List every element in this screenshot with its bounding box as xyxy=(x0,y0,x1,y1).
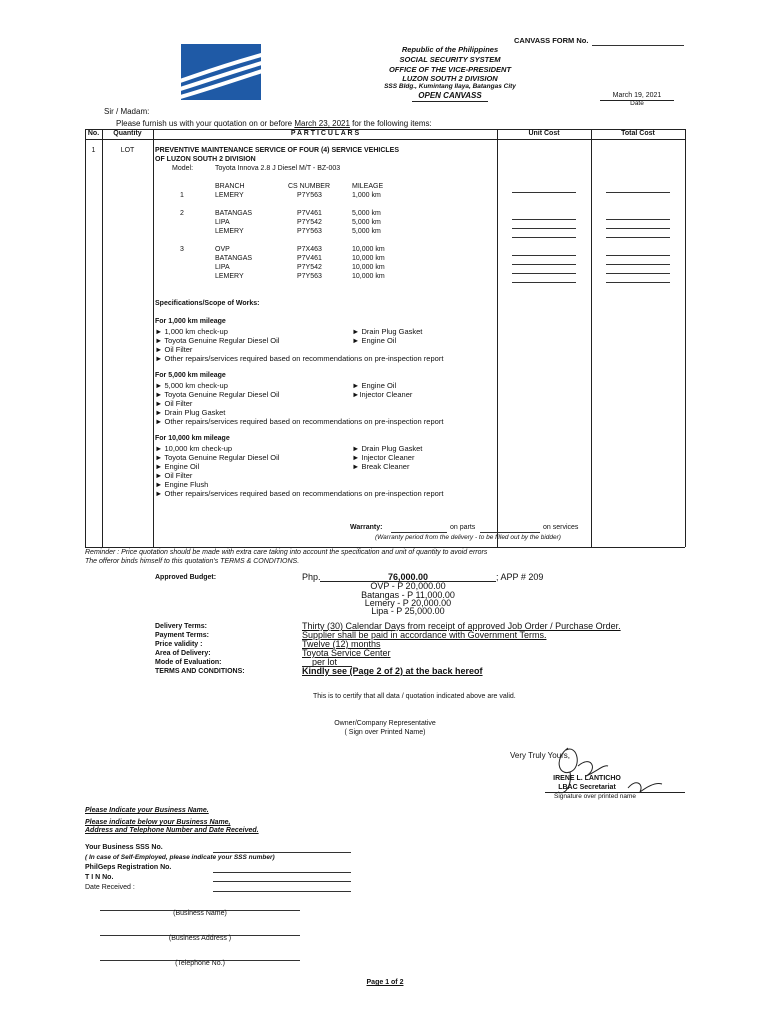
spec-item: ► Oil Filter xyxy=(155,345,193,354)
spec-item: ► 10,000 km check-up xyxy=(155,444,233,453)
model-value: Toyota Innova 2.8 J Diesel M/T - BZ-003 xyxy=(215,165,341,172)
cs-cell: P7Y563 xyxy=(297,273,322,280)
payment-terms-value: Supplier shall be paid in accordance with Government Terms. xyxy=(302,630,547,640)
header-total-cost: Total Cost xyxy=(621,130,655,137)
spec-item: ► Oil Filter xyxy=(155,471,193,480)
row-qty: LOT xyxy=(120,147,135,154)
warranty-label: Warranty: xyxy=(350,524,383,531)
salutation: Sir / Madam: xyxy=(104,107,150,116)
spec-item: ► Toyota Genuine Regular Diesel Oil xyxy=(155,336,280,345)
branch-cell: LEMERY xyxy=(215,192,244,199)
branch-cell: OVP xyxy=(215,246,230,253)
budget-breakdown: OVP - P 20,000.00 xyxy=(370,581,446,591)
reminder-line-1: Reminder : Price quotation should be made with extra care taking into account the specification and unit of quantity to avoid errors xyxy=(85,549,488,556)
mileage-cell: 10,000 km xyxy=(352,246,385,253)
spec-item: ► Oil Filter xyxy=(155,399,193,408)
cs-cell: P7X463 xyxy=(297,246,322,253)
cs-cell: P7Y542 xyxy=(297,264,322,271)
tin-field[interactable] xyxy=(213,881,351,882)
sss-logo xyxy=(181,44,261,100)
spec-item: ► Engine Flush xyxy=(155,480,209,489)
spec-item: ► Engine Oil xyxy=(352,381,397,390)
deadline-date: March 23, 2021 xyxy=(294,119,350,128)
owner-sub: ( Sign over Printed Name) xyxy=(344,729,426,736)
spec-item: ► Break Cleaner xyxy=(352,462,410,471)
sss-note: ( In case of Self-Employed, please indicate your SSS number) xyxy=(85,854,275,861)
model-label: Model: xyxy=(172,165,194,172)
date-value: March 19, 2021 xyxy=(612,92,662,99)
spec-item: ► Drain Plug Gasket xyxy=(352,327,423,336)
spec-10000-title: For 10,000 km mileage xyxy=(155,435,230,442)
mileage-cell: 5,000 km xyxy=(352,210,381,217)
spec-item: ► Other repairs/services required based on recommendations on pre-inspection report xyxy=(155,354,444,363)
office-line: OFFICE OF THE VICE-PRESIDENT xyxy=(388,65,512,74)
spec-item: ► Engine Oil xyxy=(155,462,200,471)
cs-cell: P7V461 xyxy=(297,210,322,217)
group-2-num: 2 xyxy=(180,210,184,217)
instruction-prefix: Please furnish us with your quotation on or before xyxy=(116,119,293,128)
telephone-label: (Telephone No.) xyxy=(175,960,225,967)
division-line: LUZON SOUTH 2 DIVISION xyxy=(402,74,498,83)
branch-cell: LEMERY xyxy=(215,273,244,280)
date-received-label: Date Received : xyxy=(85,884,135,891)
signatory-name: IRENE L. LANTICHO xyxy=(553,775,621,782)
budget-breakdown: Lemery - P 20,000.00 xyxy=(364,598,452,608)
indicate-below-2: Address and Telephone Number and Date Received. xyxy=(85,827,259,834)
spec-item: ► Other repairs/services required based on recommendations on pre-inspection report xyxy=(155,489,444,498)
date-label: Date xyxy=(630,100,644,107)
spec-item: ►Injector Cleaner xyxy=(352,390,413,399)
address-line: SSS Bldg., Kumintang Ilaya, Batangas City xyxy=(384,83,516,90)
signatory-title: LBAC Secretariat xyxy=(558,784,616,791)
mileage-cell: 10,000 km xyxy=(352,264,385,271)
spec-item: ► Drain Plug Gasket xyxy=(155,408,226,417)
sss-label: Your Business SSS No. xyxy=(85,844,163,851)
item-title-2: OF LUZON SOUTH 2 DIVISION xyxy=(155,156,256,163)
area-of-delivery-label: Area of Delivery: xyxy=(155,650,211,657)
mileage-cell: 10,000 km xyxy=(352,255,385,262)
canvass-form-label: CANVASS FORM No. xyxy=(514,36,589,45)
branch-cell: LIPA xyxy=(215,264,230,271)
spec-1000-title: For 1,000 km mileage xyxy=(155,318,226,325)
branch-cell: LIPA xyxy=(215,219,230,226)
open-canvass-title: OPEN CANVASS xyxy=(418,91,482,100)
payment-terms-label: Payment Terms: xyxy=(155,632,209,639)
terms-conditions-value: Kindly see (Page 2 of 2) at the back hereof xyxy=(302,666,483,676)
cs-cell: P7Y563 xyxy=(297,192,322,199)
warranty-on-parts: on parts xyxy=(450,524,476,531)
cs-cell: P7V461 xyxy=(297,255,322,262)
col-cs-number: CS NUMBER xyxy=(288,183,331,190)
republic-line: Republic of the Philippines xyxy=(401,45,499,54)
very-truly-yours: Very Truly Yours, xyxy=(510,751,571,760)
item-title-1: PREVENTIVE MAINTENANCE SERVICE OF FOUR (4) SERVICE VEHICLES xyxy=(155,147,400,154)
indicate-below-1: Please indicate below your Business Name, xyxy=(85,819,231,826)
spec-item: ► 1,000 km check-up xyxy=(155,327,228,336)
terms-conditions-label: TERMS AND CONDITIONS: xyxy=(155,668,245,675)
header-unit-cost: Unit Cost xyxy=(528,130,560,137)
php-label: Php. xyxy=(302,572,321,582)
mileage-cell: 5,000 km xyxy=(352,228,381,235)
warranty-on-services: on services xyxy=(543,524,579,531)
spec-item: ► Toyota Genuine Regular Diesel Oil xyxy=(155,453,280,462)
branch-cell: BATANGAS xyxy=(215,210,253,217)
mode-of-evaluation-value: per lot xyxy=(312,657,338,667)
spec-item: ► Injector Cleaner xyxy=(352,453,415,462)
date-received-field[interactable] xyxy=(213,891,351,892)
group-1-num: 1 xyxy=(180,192,184,199)
header-no: No. xyxy=(87,130,100,137)
spec-item: ► Toyota Genuine Regular Diesel Oil xyxy=(155,390,280,399)
warranty-note: (Warranty period from the delivery - to be filled out by the bidder) xyxy=(375,534,561,541)
price-validity-value: Twelve (12) months xyxy=(302,639,381,649)
approved-budget-label: Approved Budget: xyxy=(155,574,217,581)
cs-cell: P7Y542 xyxy=(297,219,322,226)
instruction-suffix: for the following items: xyxy=(352,119,432,128)
delivery-terms-label: Delivery Terms: xyxy=(155,623,208,630)
branch-cell: BATANGAS xyxy=(215,255,253,262)
col-mileage: MILEAGE xyxy=(352,183,384,190)
reminder-line-2: The offeror binds himself to this quotation's TERMS & CONDITIONS. xyxy=(85,558,300,565)
branch-cell: LEMERY xyxy=(215,228,244,235)
area-of-delivery-value: Toyota Service Center xyxy=(302,648,391,658)
warranty-services-field[interactable] xyxy=(480,532,540,533)
business-name-label: (Business Name) xyxy=(173,910,227,917)
certify-text: This is to certify that all data / quotation indicated above are valid. xyxy=(313,693,516,700)
indicate-business-name: Please Indicate your Business Name. xyxy=(85,807,209,814)
budget-breakdown: Batangas - P 11,000.00 xyxy=(361,590,455,600)
instruction-text xyxy=(116,119,432,128)
group-3-num: 3 xyxy=(180,246,184,253)
signature-label: Signature over printed name xyxy=(553,793,637,800)
budget-breakdown: Lipa - P 25,000.00 xyxy=(371,606,445,616)
delivery-terms-value: Thirty (30) Calendar Days from receipt of approved Job Order / Purchase Order. xyxy=(302,621,621,631)
specs-title: Specifications/Scope of Works: xyxy=(155,300,260,307)
col-branch: BRANCH xyxy=(215,183,245,190)
price-validity-label: Price validity : xyxy=(155,641,203,648)
mode-of-evaluation-label: Mode of Evaluation: xyxy=(155,659,222,666)
philgeps-label: PhilGeps Registration No. xyxy=(85,864,172,871)
mileage-cell: 10,000 km xyxy=(352,273,385,280)
canvass-form-number-field[interactable] xyxy=(592,45,684,46)
business-address-label: (Business Address ) xyxy=(168,935,232,942)
app-number: ; APP # 209 xyxy=(496,572,544,582)
mileage-cell: 1,000 km xyxy=(352,192,381,199)
sss-field[interactable] xyxy=(213,852,351,853)
owner-label: Owner/Company Representative xyxy=(334,720,436,727)
warranty-parts-field[interactable] xyxy=(391,532,447,533)
spec-item: ► Engine Oil xyxy=(352,336,397,345)
philgeps-field[interactable] xyxy=(213,872,351,873)
page-number: Page 1 of 2 xyxy=(366,979,404,986)
spec-item: ► Other repairs/services required based on recommendations on pre-inspection report xyxy=(155,417,444,426)
header-particulars: P A R T I C U L A R S xyxy=(290,130,360,137)
budget-amount: 76,000.00 xyxy=(387,572,429,582)
cs-cell: P7Y563 xyxy=(297,228,322,235)
row-no: 1 xyxy=(91,147,96,154)
spec-5000-title: For 5,000 km mileage xyxy=(155,372,226,379)
spec-item: ► Drain Plug Gasket xyxy=(352,444,423,453)
tin-label: T I N No. xyxy=(85,874,114,881)
spec-item: ► 5,000 km check-up xyxy=(155,381,228,390)
mileage-cell: 5,000 km xyxy=(352,219,381,226)
agency-line: SOCIAL SECURITY SYSTEM xyxy=(399,55,501,64)
header-quantity: Quantity xyxy=(113,130,142,137)
